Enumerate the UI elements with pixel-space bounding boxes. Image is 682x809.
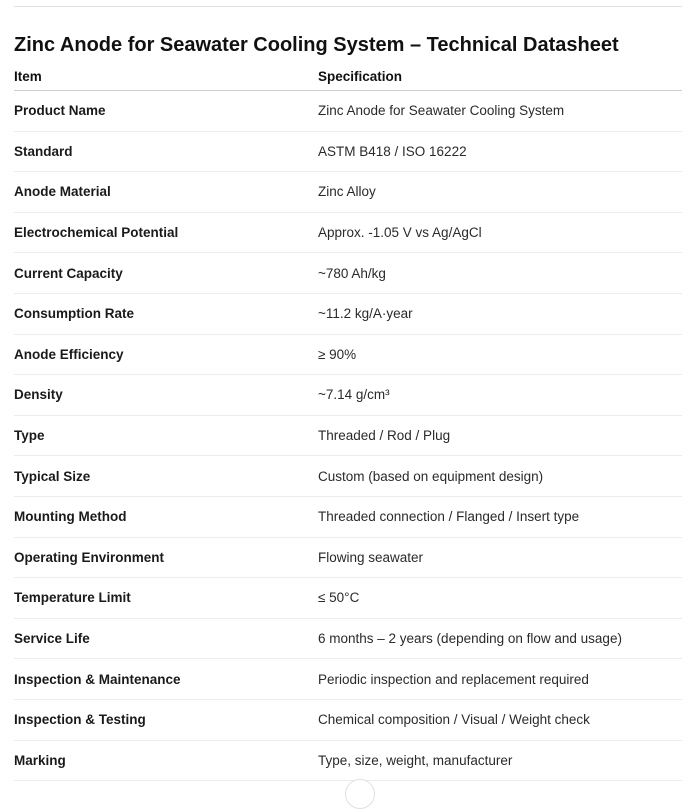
column-header-specification: Specification [318,63,682,91]
row-item-label: Electrochemical Potential [14,212,318,253]
table-row [14,375,682,416]
row-spec-value: Zinc Alloy [318,172,682,213]
scroll-button[interactable] [345,779,375,809]
table-row [14,496,682,537]
table-body [14,91,682,781]
page-title: Zinc Anode for Seawater Cooling System – Technical Datasheet [14,34,619,56]
row-item-label: Temperature Limit [14,578,318,619]
row-item-label: Anode Material [14,172,318,213]
row-spec-value: Type, size, weight, manufacturer [318,740,682,781]
row-spec-value: Threaded / Rod / Plug [318,415,682,456]
row-item-label: Density [14,375,318,416]
row-item-label: Anode Efficiency [14,334,318,375]
table-row [14,618,682,659]
row-item-label: Type [14,415,318,456]
row-item-label: Inspection & Maintenance [14,659,318,700]
table-row [14,659,682,700]
row-spec-value: ~11.2 kg/A·year [318,293,682,334]
row-spec-value: ≥ 90% [318,334,682,375]
row-item-label: Mounting Method [14,496,318,537]
row-spec-value: Zinc Anode for Seawater Cooling System [318,91,682,132]
table-row [14,578,682,619]
table-row [14,131,682,172]
row-item-label: Inspection & Testing [14,699,318,740]
row-spec-value: Flowing seawater [318,537,682,578]
table-row [14,212,682,253]
row-item-label: Current Capacity [14,253,318,294]
row-spec-value: Periodic inspection and replacement required [318,659,682,700]
row-spec-value: ~780 Ah/kg [318,253,682,294]
table-row [14,699,682,740]
row-spec-value: ~7.14 g/cm³ [318,375,682,416]
table-row [14,253,682,294]
row-item-label: Standard [14,131,318,172]
table-row [14,456,682,497]
row-item-label: Marking [14,740,318,781]
table-header-row [14,63,682,91]
row-spec-value: Threaded connection / Flanged / Insert type [318,496,682,537]
table-row [14,91,682,132]
row-spec-value: Chemical composition / Visual / Weight check [318,699,682,740]
column-header-item: Item [14,63,318,91]
row-spec-value: Custom (based on equipment design) [318,456,682,497]
spec-table [14,63,682,781]
row-spec-value: ≤ 50°C [318,578,682,619]
table-row [14,293,682,334]
row-item-label: Product Name [14,91,318,132]
table-row [14,740,682,781]
top-divider [14,6,682,7]
table-row [14,415,682,456]
row-spec-value: 6 months – 2 years (depending on flow and usage) [318,618,682,659]
row-item-label: Typical Size [14,456,318,497]
row-spec-value: ASTM B418 / ISO 16222 [318,131,682,172]
table-row [14,172,682,213]
table-row [14,537,682,578]
table-row [14,334,682,375]
row-item-label: Consumption Rate [14,293,318,334]
row-item-label: Operating Environment [14,537,318,578]
row-spec-value: Approx. -1.05 V vs Ag/AgCl [318,212,682,253]
row-item-label: Service Life [14,618,318,659]
